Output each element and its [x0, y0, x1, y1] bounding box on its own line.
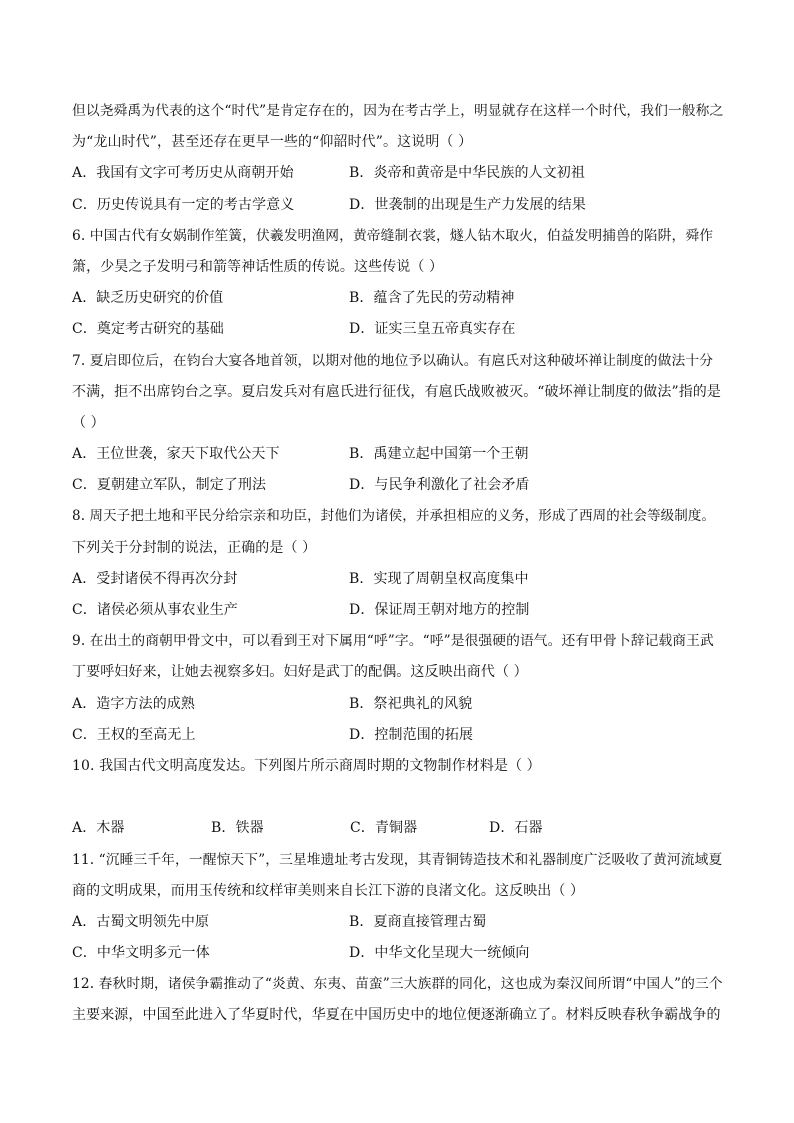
question-text-line: 11. “沉睡三千年，一醒惊天下”，三星堆遗址考古发现，其青铜铸造技术和礼器制度广泛吸收了黄河流域夏: [72, 851, 723, 868]
option-row: [72, 564, 724, 595]
image-placeholder-space: [72, 782, 724, 813]
option-c[interactable]: C．王权的至高无上: [72, 726, 196, 743]
option-d[interactable]: D．控制范围的拓展: [349, 726, 474, 743]
option-d[interactable]: D．证实三皇五帝真实存在: [349, 321, 516, 338]
option-a[interactable]: A．古蜀文明领先中原: [72, 913, 210, 930]
option-c[interactable]: C．夏朝建立军队，制定了刑法: [72, 477, 267, 494]
option-row: [72, 283, 724, 314]
exam-page: [72, 96, 724, 1032]
question-text-line: 下列关于分封制的说法，正确的是（ ）: [72, 539, 317, 556]
question-text-line: 主要来源，中国至此进入了华夏时代，华夏在中国历史中的地位便逐渐确立了。材料反映春秋争霸战争的: [72, 1007, 721, 1024]
option-b[interactable]: B．禹建立起中国第一个王朝: [349, 446, 529, 463]
option-row: [72, 813, 724, 844]
option-c[interactable]: C．奠定考古研究的基础: [72, 321, 224, 338]
option-a[interactable]: A．我国有文字可考历史从商朝开始: [72, 165, 294, 182]
question-8: [72, 501, 724, 626]
option-c[interactable]: C．青铜器: [350, 820, 418, 837]
question-text-line: 10. 我国古代文明高度发达。下列图片所示商周时期的文物制作材料是（ ）: [72, 757, 541, 774]
question-text-line: 箫，少昊之子发明弓和箭等神话性质的传说。这些传说（ ）: [72, 258, 444, 275]
option-row: [72, 938, 724, 969]
question-text-line: 丁要呼妇好来，让她去视察多妇。妇好是武丁的配偶。这反映出商代（ ）: [72, 664, 528, 681]
option-a[interactable]: A．缺乏历史研究的价值: [72, 290, 224, 307]
option-row: [72, 907, 724, 938]
option-c[interactable]: C．诸侯必须从事农业生产: [72, 602, 238, 618]
option-a[interactable]: A．王位世袭，家天下取代公天下: [72, 446, 280, 463]
option-b[interactable]: B．铁器: [211, 820, 264, 837]
option-a[interactable]: A．受封诸侯不得再次分封: [72, 570, 238, 587]
option-row: [72, 470, 724, 501]
option-d[interactable]: D．保证周王朝对地方的控制: [349, 602, 530, 618]
question-text-line: 12. 春秋时期，诸侯争霸推动了“炎黄、东夷、苗蛮”三大族群的同化，这也成为秦汉间所谓“中国人”的三个: [72, 976, 723, 993]
question-11: [72, 845, 724, 970]
question-5: [72, 96, 724, 221]
option-d[interactable]: D．中华文化呈现大一统倾向: [349, 945, 530, 962]
option-b[interactable]: B．实现了周朝皇权高度集中: [349, 570, 529, 587]
question-7: [72, 346, 724, 502]
question-9: [72, 626, 724, 751]
question-10: [72, 751, 724, 845]
option-row: [72, 720, 724, 751]
option-c[interactable]: C．历史传说具有一定的考古学意义: [72, 196, 295, 213]
option-c[interactable]: C．中华文明多元一体: [72, 945, 210, 962]
question-text-line: 8. 周天子把土地和平民分给宗亲和功臣，封他们为诸侯，并承担相应的义务，形成了西周的社会等级制度。: [72, 508, 716, 525]
option-row: [72, 595, 724, 626]
option-b[interactable]: B．炎帝和黄帝是中华民族的人文初祖: [349, 165, 585, 182]
option-b[interactable]: B．祭祀典礼的风貌: [349, 695, 473, 712]
option-d[interactable]: D．与民争利激化了社会矛盾: [349, 477, 530, 494]
option-a[interactable]: A．木器: [72, 820, 125, 837]
question-12: [72, 969, 724, 1031]
question-text-line: 不满，拒不出席钧台之享。夏启发兵对有扈氏进行征伐，有扈氏战败被灭。“破坏禅让制度的做法”指的是: [72, 383, 722, 400]
question-text-line: （ ）: [72, 414, 105, 431]
question-text-line: 6. 中国古代有女娲制作笙簧，伏羲发明渔网，黄帝缝制衣裳，燧人钻木取火，伯益发明捕兽的陷阱，舜作: [72, 227, 714, 244]
question-text-line: 商的文明成果，而用玉传统和纹样审美则来自长江下游的良渚文化。这反映出（ ）: [72, 882, 585, 899]
question-text-line: 为“龙山时代”，甚至还存在更早一些的“仰韶时代”。这说明（ ）: [72, 134, 473, 151]
option-row: [72, 689, 724, 720]
question-text-line: 9. 在出土的商朝甲骨文中，可以看到王对下属用“呼”字。“呼”是很强硬的语气。还有甲骨卜辞记载商王武: [72, 633, 714, 650]
option-row: [72, 158, 724, 189]
question-text-line: 7. 夏启即位后，在钧台大宴各地首领，以期对他的地位予以确认。有扈氏对这种破坏禅让制度的做法十分: [72, 352, 714, 369]
option-d[interactable]: D．石器: [489, 820, 543, 837]
option-row: [72, 190, 724, 221]
option-row: [72, 439, 724, 470]
option-b[interactable]: B．夏商直接管理古蜀: [349, 913, 487, 930]
option-row: [72, 314, 724, 345]
question-6: [72, 221, 724, 346]
option-d[interactable]: D．世袭制的出现是生产力发展的结果: [349, 196, 586, 213]
question-text-line: 但以尧舜禹为代表的这个“时代”是肯定存在的，因为在考古学上，明显就存在这样一个时代，我们一般称之: [72, 103, 724, 119]
option-a[interactable]: A．造字方法的成熟: [72, 695, 196, 712]
option-b[interactable]: B．蕴含了先民的劳动精神: [349, 290, 515, 307]
